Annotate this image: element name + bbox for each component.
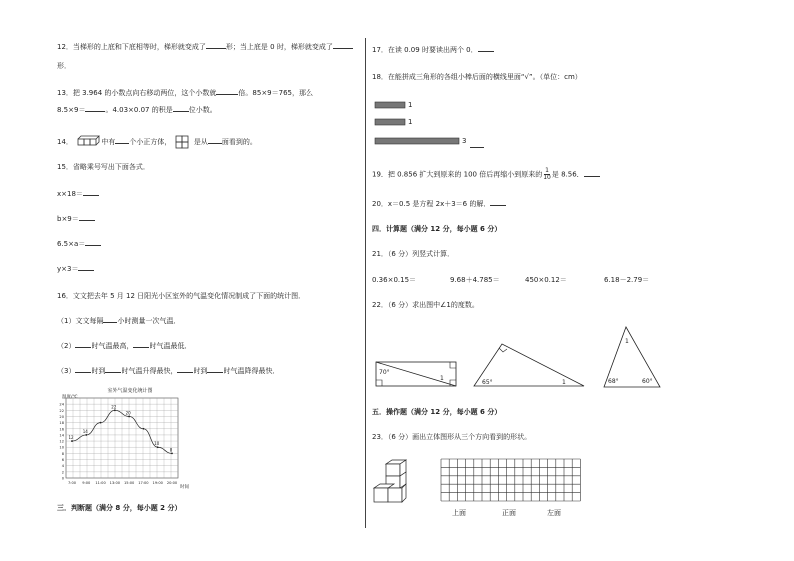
answer-blank[interactable] [105,365,121,373]
sticks-icon [375,101,409,131]
question-21-title: 21．（6 分）列竖式计算． [372,250,455,258]
answer-blank[interactable] [115,136,129,144]
x-tick-label: 7:00 [67,481,77,485]
y-tick-label: 6 [61,458,64,463]
question-16-sub2: （2） 时气温最高， 时气温最低． [57,342,192,350]
answer-blank[interactable] [216,87,238,95]
long-stick-icon [375,137,461,145]
y-tick-label: 2 [61,470,64,475]
question-15-item: y×3＝ [57,263,94,274]
stick-label-2: 1 [408,118,413,126]
chart-xlabel: 时间 [180,485,189,490]
answer-blank[interactable] [85,238,101,246]
y-tick-label: 8 [61,451,64,456]
answer-blank[interactable] [333,41,353,49]
column-divider [365,38,366,528]
answer-blank[interactable] [79,213,95,221]
question-23-title: 23．（6 分）画出立体图形从三个方向看到的形状。 [372,433,532,441]
question-16-sub3: （3） 时到 时气温升得最快， 时到 时气温降得最快． [57,367,280,375]
chart-title: 室外气温变化统计图 [107,388,153,394]
question-15-item: x×18＝ [57,188,99,199]
question-22-title: 22．（6 分）求出图中∠1的度数。 [372,301,479,309]
question-16-title: 16．文文把去年 5 月 12 日阳光小区室外的气温变化情况制成了下面的统计图． [57,292,306,300]
question-14: 14． 中有 个小正方体， 是从 面看到的。 [57,135,257,149]
x-tick-label: 17:00 [138,481,149,485]
y-tick-label: 24 [59,402,64,407]
answer-line[interactable] [470,140,484,150]
answer-blank[interactable] [83,188,99,196]
view-label-left: 左面 [547,509,561,517]
angle-1-label: 1 [440,375,444,382]
fraction: $\frac{1}{10}$ [543,167,551,181]
answer-blank[interactable] [206,41,226,49]
answer-blank[interactable] [173,104,189,112]
cube-stack-figure [372,460,416,508]
rectangle-figure [374,360,460,388]
answer-blank[interactable] [85,104,105,112]
angle-1-label: 1 [562,379,566,386]
question-17: 17．在读 0.09 时要读出两个 0． [372,44,494,55]
acute-triangle-figure [602,325,662,389]
answer-blank[interactable] [75,340,91,348]
y-tick-label: 0 [61,476,64,481]
calc-item: 450×0.12＝ [525,276,567,284]
answer-blank[interactable] [208,136,222,144]
y-tick-label: 22 [59,408,64,413]
x-tick-label: 11:00 [95,481,106,485]
y-tick-label: 18 [59,421,64,426]
data-point [100,422,102,424]
stick-group-1 [375,101,409,131]
data-point [171,452,173,454]
chart-ylabel: 温度/℃ [62,395,78,400]
question-13-cont: 8.5×9＝ 。4.03×0.07 的积是 位小数。 [57,106,217,114]
answer-blank[interactable] [478,44,494,52]
temperature-line-chart [48,384,188,492]
answer-blank[interactable] [75,365,91,373]
answer-blank[interactable] [78,263,94,271]
calc-item: 0.36×0.15＝ [372,276,417,284]
stick-label-3: 3 [462,137,467,145]
data-point [143,428,145,430]
stick-group-2 [375,137,461,147]
x-tick-label: 15:00 [123,481,135,485]
question-18: 18．在能拼成三角形的各组小棒后面的横线里面“√”。（单位：cm） [372,73,582,81]
question-19: 19．把 0.856 扩大到原来的 100 倍后再缩小到原来的 $\frac{1}{10}$ 是 8.56． [372,168,600,181]
y-tick-label: 10 [59,445,64,450]
question-16-sub1: （1）文文每隔 小时测量一次气温． [57,317,181,325]
stick-label-1: 1 [408,101,413,109]
data-label: 8 [169,447,173,453]
angle-1-label: 1 [625,338,629,345]
view-label-top: 上面 [452,509,466,517]
y-tick-label: 12 [59,439,64,444]
data-label: 20 [125,410,131,416]
answer-blank[interactable] [103,315,117,323]
view-label-front: 正面 [502,509,516,517]
data-label: 12 [68,435,74,441]
answer-blank[interactable] [490,198,506,206]
view-shape-icon [174,135,192,149]
right-triangle-figure [470,340,588,390]
question-20: 20．x＝0.5 是方程 2x＋3＝6 的解． [372,198,506,209]
angle-65-label: 65° [482,379,493,386]
data-label: 14 [82,428,88,434]
angle-68-label: 68° [608,378,619,385]
calc-item: 9.68＋4.785＝ [450,276,500,284]
calc-item: 6.18－2.79＝ [604,276,650,284]
answer-blank[interactable] [133,340,149,348]
question-15-item: b×9＝ [57,213,95,224]
y-tick-label: 16 [59,427,64,432]
data-point [128,416,130,418]
x-tick-label: 19:00 [152,481,163,485]
y-tick-label: 20 [59,414,64,419]
data-point [85,434,87,436]
question-12: 12．当梯形的上底和下底相等时，梯形就变成了 形；当上底是 0 时，梯形就变成了 [57,41,353,52]
answer-blank[interactable] [177,365,193,373]
angle-70-label: 70° [379,369,390,376]
section-5-heading: 五．操作题（满分 12 分，每小题 6 分） [372,408,502,416]
answer-blank[interactable] [584,169,600,177]
question-13: 13．把 3.964 的小数点向右移动两位，这个小数就 倍。85×9＝765，那么 [57,89,313,97]
question-12-cont: 形． [57,62,71,70]
question-15-title: 15．省略乘号写出下面各式． [57,163,150,171]
question-15-item: 6.5×a＝ [57,238,101,249]
x-tick-label: 13:00 [109,481,121,485]
data-point [71,440,73,442]
answer-blank[interactable] [207,365,223,373]
x-tick-label: 9:00 [82,481,91,485]
data-point [114,409,116,411]
y-tick-label: 14 [59,433,64,438]
data-point [157,446,159,448]
data-label: 22 [111,404,117,410]
y-tick-label: 4 [61,464,64,469]
section-3-heading: 三．判断题（满分 8 分，每小题 2 分） [57,504,182,512]
section-4-heading: 四．计算题（满分 12 分，每小题 6 分） [372,225,502,233]
cube-stack-icon [75,135,99,149]
angle-60-label: 60° [642,378,653,385]
x-tick-label: 20:00 [166,481,178,485]
answer-grid[interactable] [440,458,582,502]
data-label: 10 [154,441,160,447]
